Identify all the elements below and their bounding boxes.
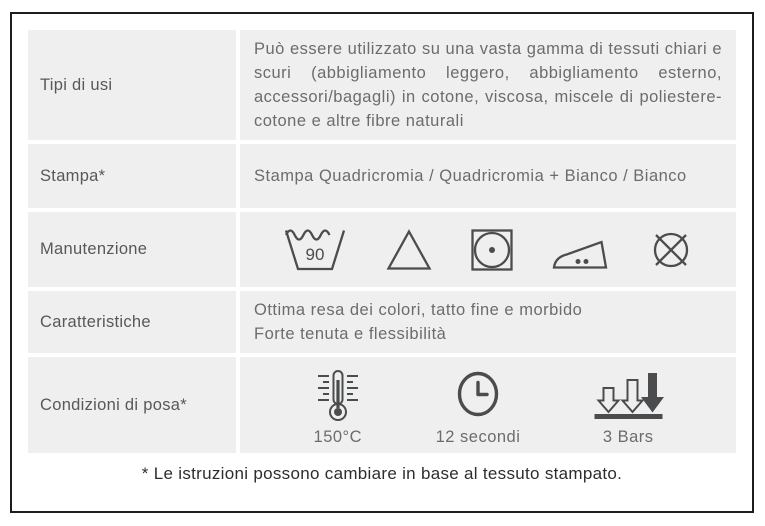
wash-temp-label: 90 — [305, 244, 325, 264]
row-label-text: Tipi di usi — [40, 75, 113, 94]
usage-description-text: Può essere utilizzato su una vasta gamma di tessuti chiari e scuri (abbigliamento leggero, abbigliamento esterno, accessori/bagagli) in cotone, viscosa, miscele di poliestere-cotone e altre fibre naturali — [254, 40, 722, 130]
bleach-triangle-icon — [386, 227, 432, 273]
condition-temperature — [310, 367, 366, 447]
wash-90-icon — [281, 224, 349, 276]
tumble-dry-dot-icon — [469, 227, 515, 273]
no-dry-clean-icon — [647, 226, 695, 274]
row-label-manutenzione — [28, 212, 236, 287]
print-modes-text: Stampa Quadricromia / Quadricromia + Bianco / Bianco — [254, 167, 687, 185]
row-label-stampa — [28, 144, 236, 208]
row-label-text: Condizioni di posa* — [40, 395, 187, 414]
row-label-text: Caratteristiche — [40, 312, 151, 331]
row-value-manutenzione — [240, 212, 736, 287]
row-label-condizioni-di-posa — [28, 357, 236, 453]
spec-table-frame — [10, 12, 754, 513]
feature-line-1: Ottima resa dei colori, tatto fine e morbido — [254, 301, 583, 319]
time-clock-icon — [453, 367, 503, 423]
row-value-condizioni-di-posa — [240, 357, 736, 453]
footnote-text: * Le istruzioni possono cambiare in base al tessuto stampato. — [141, 464, 623, 483]
iron-two-dots-icon — [552, 230, 610, 270]
spec-table — [28, 30, 736, 453]
temperature-value: 150°C — [313, 428, 363, 446]
condition-time — [436, 367, 521, 447]
row-value-stampa — [240, 144, 736, 208]
row-label-tipi-di-usi — [28, 30, 236, 140]
row-label-text: Manutenzione — [40, 240, 148, 258]
row-label-text: Stampa* — [40, 166, 106, 185]
row-label-caratteristiche — [28, 291, 236, 353]
row-value-caratteristiche — [240, 291, 736, 353]
row-value-tipi-di-usi — [240, 30, 736, 140]
time-value: 12 secondi — [435, 428, 521, 446]
pressure-value: 3 Bars — [602, 428, 654, 446]
feature-line-2: Forte tenuta e flessibilità — [254, 325, 447, 343]
condition-pressure — [590, 367, 666, 447]
temperature-thermometer-icon — [310, 367, 366, 423]
pressure-arrows-icon — [590, 367, 666, 423]
